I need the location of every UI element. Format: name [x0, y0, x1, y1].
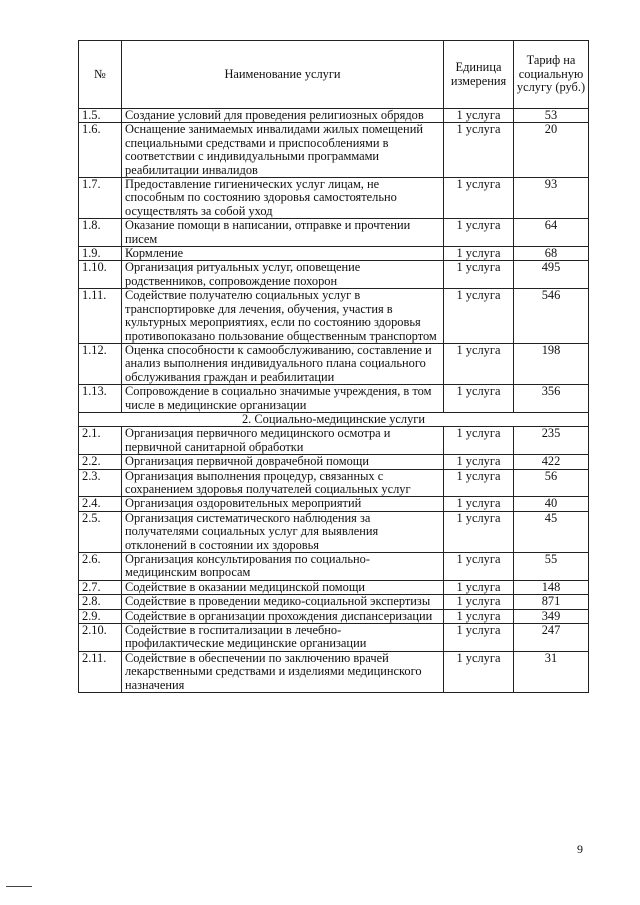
- tariff-value: 31: [514, 651, 589, 692]
- service-name: Содействие в организации прохождения диспансеризации: [122, 609, 444, 623]
- unit-of-measure: 1 услуга: [444, 624, 514, 652]
- table-row: [79, 651, 589, 692]
- table-row: [79, 427, 589, 455]
- unit-of-measure: 1 услуга: [444, 261, 514, 289]
- unit-of-measure: 1 услуга: [444, 343, 514, 384]
- table-row: [79, 469, 589, 497]
- table-row: [79, 497, 589, 511]
- unit-of-measure: 1 услуга: [444, 553, 514, 581]
- header-service-name: Наименование услуги: [122, 41, 444, 109]
- tariff-value: 45: [514, 511, 589, 552]
- unit-of-measure: 1 услуга: [444, 455, 514, 469]
- service-name: Содействие в обеспечении по заключению врачей лекарственными средствами и изделиями медицинского назначения: [122, 651, 444, 692]
- table-row: [79, 595, 589, 609]
- tariff-value: 53: [514, 109, 589, 123]
- table-row: [79, 385, 589, 413]
- section-header-row: [79, 412, 589, 426]
- unit-of-measure: 1 услуга: [444, 289, 514, 344]
- row-number: 2.7.: [79, 580, 122, 594]
- table-row: [79, 123, 589, 178]
- unit-of-measure: 1 услуга: [444, 247, 514, 261]
- tariff-value: 247: [514, 624, 589, 652]
- tariff-value: 93: [514, 178, 589, 219]
- service-name: Содействие в госпитализации в лечебно-профилактические медицинские организации: [122, 624, 444, 652]
- header-tariff: Тариф на социальную услугу (руб.): [514, 41, 589, 109]
- service-name: Создание условий для проведения религиозных обрядов: [122, 109, 444, 123]
- tariff-value: 68: [514, 247, 589, 261]
- row-number: 1.12.: [79, 343, 122, 384]
- tariff-value: 40: [514, 497, 589, 511]
- row-number: 1.7.: [79, 178, 122, 219]
- row-number: 2.6.: [79, 553, 122, 581]
- tariff-value: 495: [514, 261, 589, 289]
- tariff-value: 148: [514, 580, 589, 594]
- section-title: 2. Социально-медицинские услуги: [79, 412, 589, 426]
- row-number: 1.8.: [79, 219, 122, 247]
- row-number: 2.4.: [79, 497, 122, 511]
- footer-rule: [6, 886, 32, 887]
- row-number: 2.9.: [79, 609, 122, 623]
- service-name: Организация оздоровительных мероприятий: [122, 497, 444, 511]
- table-row: [79, 580, 589, 594]
- unit-of-measure: 1 услуга: [444, 595, 514, 609]
- row-number: 2.2.: [79, 455, 122, 469]
- header-number: №: [79, 41, 122, 109]
- service-name: Организация первичного медицинского осмотра и первичной санитарной обработки: [122, 427, 444, 455]
- unit-of-measure: 1 услуга: [444, 219, 514, 247]
- unit-of-measure: 1 услуга: [444, 497, 514, 511]
- service-name: Содействие в проведении медико-социальной экспертизы: [122, 595, 444, 609]
- tariff-value: 356: [514, 385, 589, 413]
- table-body: [79, 109, 589, 693]
- service-name: Содействие получателю социальных услуг в транспортировке для лечения, обучения, участия в культурных мероприятиях, если по состоянию здоровья противопоказано пользование общественным транспортом: [122, 289, 444, 344]
- service-name: Организация консультирования по социально-медицинским вопросам: [122, 553, 444, 581]
- service-name: Оценка способности к самообслуживанию, составление и анализ выполнения индивидуального плана социального обслуживания граждан и реабилитации: [122, 343, 444, 384]
- row-number: 2.1.: [79, 427, 122, 455]
- unit-of-measure: 1 услуга: [444, 123, 514, 178]
- unit-of-measure: 1 услуга: [444, 109, 514, 123]
- table-row: [79, 455, 589, 469]
- tariff-value: 56: [514, 469, 589, 497]
- service-name: Предоставление гигиенических услуг лицам, не способным по состоянию здоровья самостоятельно осуществлять за собой уход: [122, 178, 444, 219]
- table-header-row: [79, 41, 589, 109]
- table-row: [79, 343, 589, 384]
- table-row: [79, 609, 589, 623]
- row-number: 2.5.: [79, 511, 122, 552]
- service-name: Организация систематического наблюдения за получателями социальных услуг для выявления отклонений в состоянии их здоровья: [122, 511, 444, 552]
- table-row: [79, 219, 589, 247]
- row-number: 2.10.: [79, 624, 122, 652]
- table-row: [79, 178, 589, 219]
- row-number: 1.10.: [79, 261, 122, 289]
- unit-of-measure: 1 услуга: [444, 580, 514, 594]
- service-name: Содействие в оказании медицинской помощи: [122, 580, 444, 594]
- header-unit: Единица измерения: [444, 41, 514, 109]
- tariff-value: 546: [514, 289, 589, 344]
- row-number: 1.5.: [79, 109, 122, 123]
- tariff-value: 20: [514, 123, 589, 178]
- service-name: Кормление: [122, 247, 444, 261]
- tariff-value: 235: [514, 427, 589, 455]
- unit-of-measure: 1 услуга: [444, 385, 514, 413]
- service-name: Организация ритуальных услуг, оповещение родственников, сопровождение похорон: [122, 261, 444, 289]
- row-number: 2.3.: [79, 469, 122, 497]
- tariff-value: 198: [514, 343, 589, 384]
- row-number: 1.13.: [79, 385, 122, 413]
- unit-of-measure: 1 услуга: [444, 427, 514, 455]
- table-row: [79, 109, 589, 123]
- table-row: [79, 511, 589, 552]
- row-number: 2.11.: [79, 651, 122, 692]
- row-number: 2.8.: [79, 595, 122, 609]
- table-row: [79, 289, 589, 344]
- unit-of-measure: 1 услуга: [444, 511, 514, 552]
- table-row: [79, 247, 589, 261]
- tariff-value: 55: [514, 553, 589, 581]
- service-name: Оснащение занимаемых инвалидами жилых помещений специальными средствами и приспособлениями в соответствии с индивидуальными программами реабилитации инвалидов: [122, 123, 444, 178]
- row-number: 1.6.: [79, 123, 122, 178]
- tariff-value: 349: [514, 609, 589, 623]
- service-name: Сопровождение в социально значимые учреждения, в том числе в медицинские организации: [122, 385, 444, 413]
- unit-of-measure: 1 услуга: [444, 469, 514, 497]
- service-name: Организация первичной доврачебной помощи: [122, 455, 444, 469]
- page-number: 9: [577, 842, 583, 856]
- tariff-value: 871: [514, 595, 589, 609]
- tariff-value: 422: [514, 455, 589, 469]
- row-number: 1.9.: [79, 247, 122, 261]
- service-name: Оказание помощи в написании, отправке и прочтении писем: [122, 219, 444, 247]
- table-row: [79, 261, 589, 289]
- unit-of-measure: 1 услуга: [444, 651, 514, 692]
- tariff-value: 64: [514, 219, 589, 247]
- unit-of-measure: 1 услуга: [444, 609, 514, 623]
- tariff-table: [78, 40, 589, 693]
- table-row: [79, 624, 589, 652]
- unit-of-measure: 1 услуга: [444, 178, 514, 219]
- table-row: [79, 553, 589, 581]
- service-name: Организация выполнения процедур, связанных с сохранением здоровья получателей социальных услуг: [122, 469, 444, 497]
- row-number: 1.11.: [79, 289, 122, 344]
